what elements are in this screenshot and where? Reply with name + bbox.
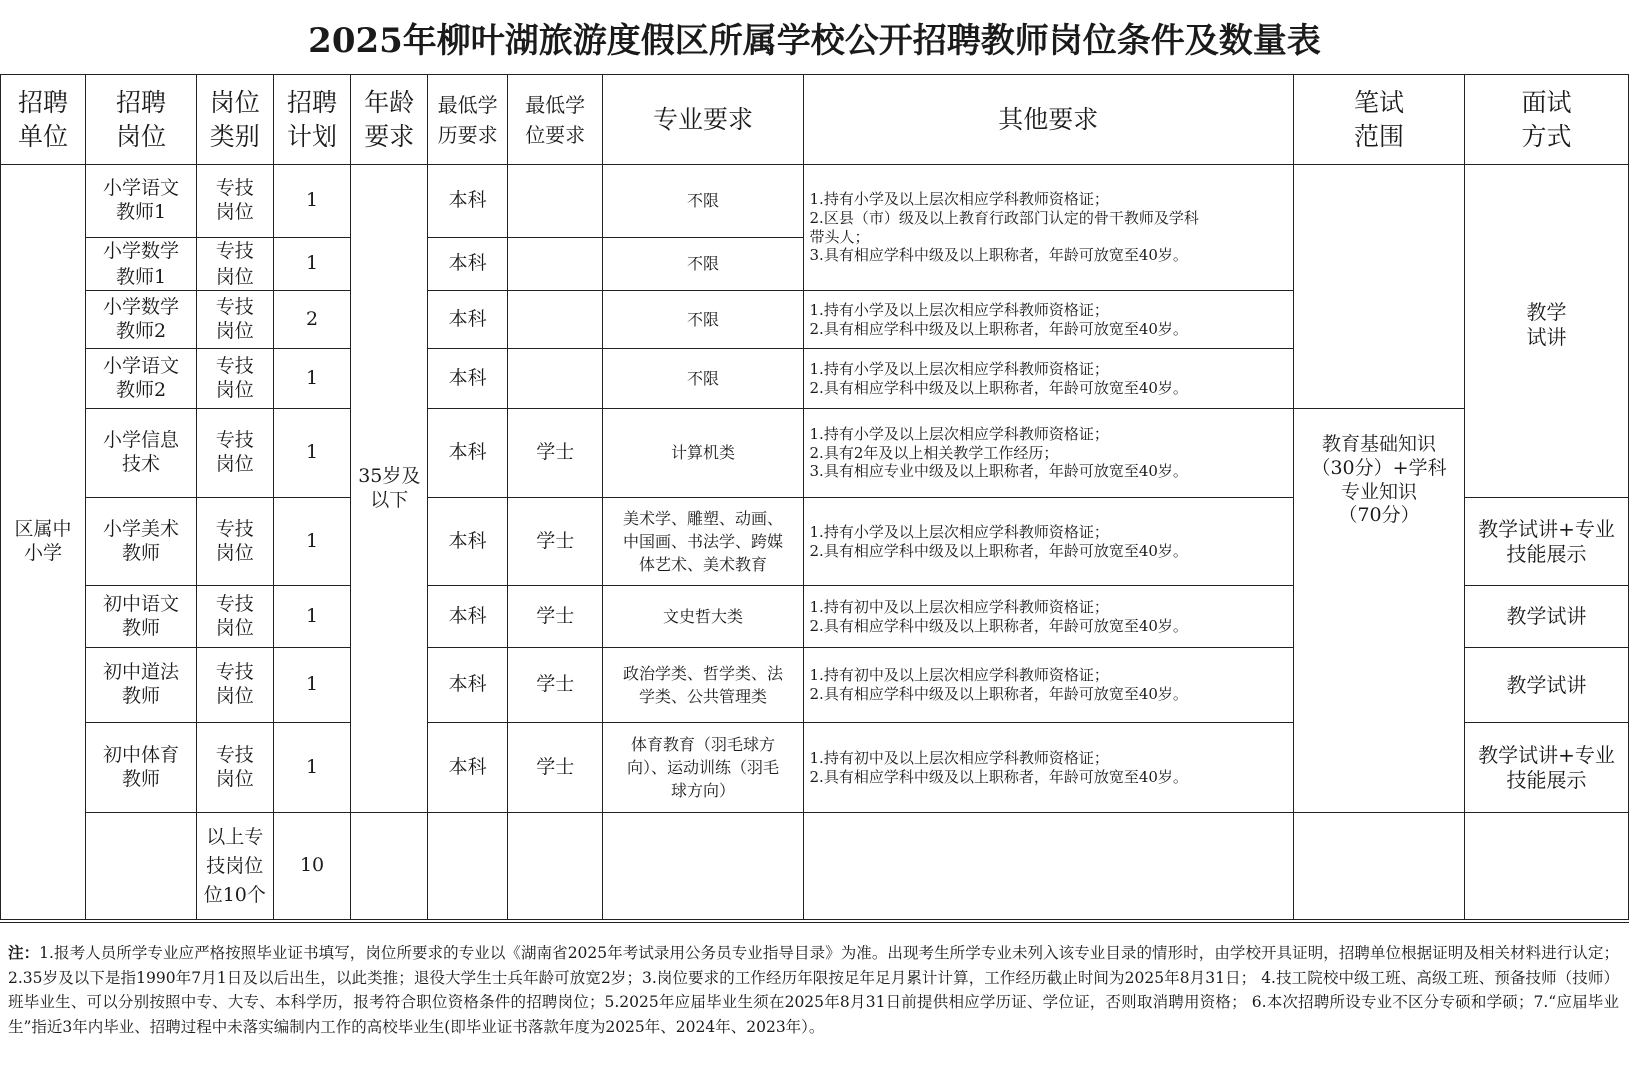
header-degree: 最低学 位要求	[508, 75, 603, 165]
page-title: 2025年柳叶湖旅游度假区所属学校公开招聘教师岗位条件及数量表	[308, 20, 1321, 61]
category-cell: 专技 岗位	[196, 291, 273, 349]
category-cell: 专技 岗位	[196, 409, 273, 498]
plan-cell: 1	[273, 349, 351, 409]
other-cell: 1.持有初中及以上层次相应学科教师资格证； 2.具有相应学科中级及以上职称者，年龄可放宽至40岁。	[803, 723, 1293, 813]
table-row	[1, 165, 1629, 238]
other-cell: 1.持有小学及以上层次相应学科教师资格证； 2.具有相应学科中级及以上职称者，年龄可放宽至40岁。	[803, 291, 1293, 349]
empty-cell	[86, 813, 197, 920]
plan-cell: 1	[273, 498, 351, 586]
header-major: 专业要求	[603, 75, 803, 165]
degree-cell: 学士	[508, 498, 603, 586]
category-cell: 专技 岗位	[196, 723, 273, 813]
header-row	[1, 75, 1629, 165]
edu-cell: 本科	[428, 409, 508, 498]
header-interview: 面试 方式	[1465, 75, 1629, 165]
age-cell: 35岁及 以下	[351, 165, 428, 813]
interview-cell: 教学 试讲	[1465, 165, 1629, 498]
plan-cell: 2	[273, 291, 351, 349]
header-category: 岗位 类别	[196, 75, 273, 165]
major-cell: 不限	[603, 291, 803, 349]
empty-cell	[803, 813, 1293, 920]
other-cell: 1.持有小学及以上层次相应学科教师资格证； 2.具有2年及以上相关教学工作经历； 3.具有相应专业中级及以上职称者，年龄可放宽至40岁。	[803, 409, 1293, 498]
edu-cell: 本科	[428, 349, 508, 409]
degree-cell	[508, 238, 603, 291]
other-cell: 1.持有初中及以上层次相应学科教师资格证； 2.具有相应学科中级及以上职称者，年龄可放宽至40岁。	[803, 586, 1293, 648]
plan-cell: 1	[273, 165, 351, 238]
total-row	[1, 813, 1629, 920]
recruitment-table	[0, 74, 1629, 920]
notes-label: 注：	[8, 943, 40, 962]
category-cell: 专技 岗位	[196, 238, 273, 291]
empty-cell	[428, 813, 508, 920]
header-unit: 招聘 单位	[1, 75, 86, 165]
other-cell: 1.持有初中及以上层次相应学科教师资格证； 2.具有相应学科中级及以上职称者，年龄可放宽至40岁。	[803, 648, 1293, 723]
notes-text: 1.报考人员所学专业应严格按照毕业证书填写，岗位所要求的专业以《湖南省2025年考试录用公务员专业指导目录》为准。出现考生所学专业未列入该专业目录的情形时，由学校开具证明，招聘单位根据证明及相关材料进行认定； 2.35岁及以下是指1990年7月1日及以后出生，以此类推；退役大学生士兵年龄可放宽2岁；3.岗位要求的工作经历年限按足年足月累计计算，工作经历截止时间为2025年8月31日； 4.技工院校中级工班、高级工班、预备技师（技师）班毕业生、可以分别按照中专、大专、本科学历，报考符合职位资格条件的招聘岗位；5.2025年应届毕业生须在2025年8月31日前提供相应学历证、学位证，否则取消聘用资格； 6.本次招聘所设专业不区分专硕和学硕；7.“应届毕业生”指近3年内毕业、招聘过程中未落实编制内工作的高校毕业生(即毕业证书落款年度为2025年、2024年、2023年）。	[8, 944, 1619, 1036]
interview-cell: 教学试讲	[1465, 648, 1629, 723]
table-row	[1, 409, 1629, 498]
major-cell: 文史哲大类	[603, 586, 803, 648]
plan-cell: 1	[273, 409, 351, 498]
major-cell: 政治学类、哲学类、法 学类、公共管理类	[603, 648, 803, 723]
header-age: 年龄 要求	[351, 75, 428, 165]
degree-cell	[508, 349, 603, 409]
other-cell: 1.持有小学及以上层次相应学科教师资格证； 2.区县（市）级及以上教育行政部门认定的骨干教师及学科 带头人； 3.具有相应学科中级及以上职称者，年龄可放宽至40岁。	[803, 165, 1293, 291]
degree-cell	[508, 165, 603, 238]
post-cell: 初中道法 教师	[86, 648, 197, 723]
major-cell: 体育教育（羽毛球方 向）、运动训练（羽毛 球方向）	[603, 723, 803, 813]
plan-cell: 1	[273, 238, 351, 291]
plan-cell: 1	[273, 723, 351, 813]
empty-cell	[603, 813, 803, 920]
plan-cell: 1	[273, 586, 351, 648]
edu-cell: 本科	[428, 586, 508, 648]
edu-cell: 本科	[428, 238, 508, 291]
degree-cell: 学士	[508, 723, 603, 813]
header-edu: 最低学 历要求	[428, 75, 508, 165]
empty-cell	[1293, 813, 1464, 920]
post-cell: 初中语文 教师	[86, 586, 197, 648]
plan-cell: 1	[273, 648, 351, 723]
edu-cell: 本科	[428, 723, 508, 813]
degree-cell: 学士	[508, 409, 603, 498]
post-cell: 初中体育 教师	[86, 723, 197, 813]
post-cell: 小学美术 教师	[86, 498, 197, 586]
exam-scope-cell: 教育基础知识 （30分）+学科 专业知识 （70分）	[1293, 409, 1464, 813]
major-cell: 不限	[603, 165, 803, 238]
edu-cell: 本科	[428, 165, 508, 238]
interview-cell: 教学试讲+专业 技能展示	[1465, 723, 1629, 813]
category-cell: 专技 岗位	[196, 498, 273, 586]
category-cell: 专技 岗位	[196, 349, 273, 409]
post-cell: 小学语文 教师1	[86, 165, 197, 238]
header-exam: 笔试 范围	[1293, 75, 1464, 165]
total-plan-cell: 10	[273, 813, 351, 920]
header-other: 其他要求	[803, 75, 1293, 165]
post-cell: 小学数学 教师1	[86, 238, 197, 291]
unit-cell: 区属中 小学	[1, 165, 86, 920]
major-cell: 不限	[603, 349, 803, 409]
header-plan: 招聘 计划	[273, 75, 351, 165]
post-cell: 小学数学 教师2	[86, 291, 197, 349]
degree-cell: 学士	[508, 586, 603, 648]
exam-cell-top	[1293, 165, 1464, 409]
degree-cell: 学士	[508, 648, 603, 723]
interview-cell: 教学试讲	[1465, 586, 1629, 648]
edu-cell: 本科	[428, 498, 508, 586]
empty-cell	[351, 813, 428, 920]
total-category-cell: 以上专 技岗位 位10个	[196, 813, 273, 920]
edu-cell: 本科	[428, 648, 508, 723]
degree-cell	[508, 291, 603, 349]
other-cell: 1.持有小学及以上层次相应学科教师资格证； 2.具有相应学科中级及以上职称者，年龄可放宽至40岁。	[803, 349, 1293, 409]
category-cell: 专技 岗位	[196, 165, 273, 238]
notes	[0, 922, 1629, 1075]
post-cell: 小学信息 技术	[86, 409, 197, 498]
post-cell: 小学语文 教师2	[86, 349, 197, 409]
category-cell: 专技 岗位	[196, 648, 273, 723]
empty-cell	[508, 813, 603, 920]
major-cell: 计算机类	[603, 409, 803, 498]
major-cell: 不限	[603, 238, 803, 291]
edu-cell: 本科	[428, 291, 508, 349]
header-post: 招聘 岗位	[86, 75, 197, 165]
major-cell: 美术学、雕塑、动画、 中国画、书法学、跨媒 体艺术、美术教育	[603, 498, 803, 586]
empty-cell	[1465, 813, 1629, 920]
category-cell: 专技 岗位	[196, 586, 273, 648]
other-cell: 1.持有小学及以上层次相应学科教师资格证； 2.具有相应学科中级及以上职称者，年龄可放宽至40岁。	[803, 498, 1293, 586]
interview-cell: 教学试讲+专业 技能展示	[1465, 498, 1629, 586]
